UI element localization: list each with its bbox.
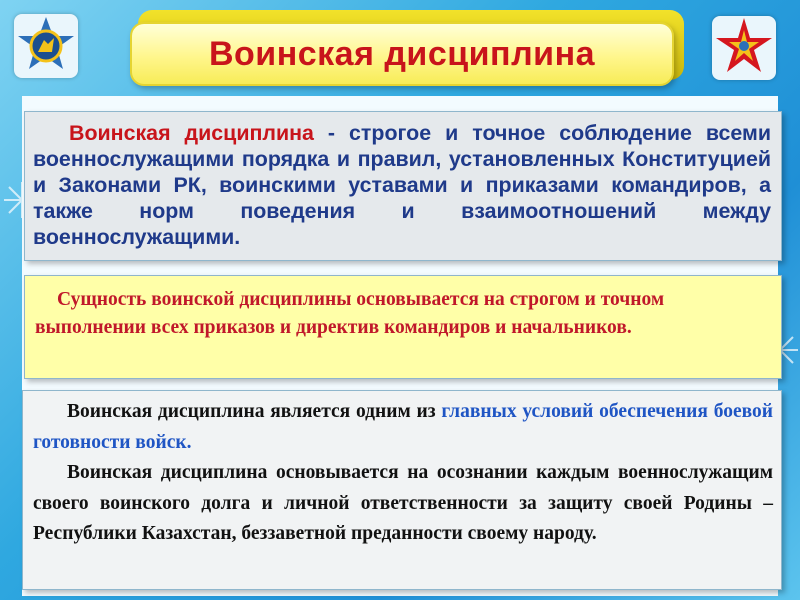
kazakhstan-armed-forces-emblem-icon	[14, 14, 78, 78]
definition-box	[24, 111, 782, 261]
red-star-emblem-icon	[712, 16, 776, 80]
essence-text: Сущность воинской дисциплины основывается на строгом и точном выполнении всех приказов и директив командиров и начальников.	[35, 289, 665, 338]
definition-body: - строгое и точное соблюдение всеми военнослужащими порядка и правил, установленных Конституцией и Законами РК, воинскими уставами и приказами командиров, а также норм поведения и взаимоотношений между военнослужащими.	[33, 121, 771, 249]
details-paragraph-1: Воинская дисциплина является одним из главных условий обеспечения боевой готовности войск.	[33, 401, 773, 453]
title-banner	[128, 10, 684, 86]
page-title: Воинская дисциплина	[208, 34, 596, 73]
definition-text	[33, 120, 771, 250]
details-box	[22, 390, 782, 590]
essence-box	[24, 275, 782, 379]
details-paragraph-2: Воинская дисциплина основывается на осознании каждым военнослужащим своего воинского долга и личной ответственности за защиту своей Родины – Республики Казахстан, беззаветной преданности своему народу.	[33, 462, 773, 544]
definition-term: Воинская дисциплина	[69, 121, 314, 145]
highlight-main-conditions: главных условий	[441, 401, 594, 422]
